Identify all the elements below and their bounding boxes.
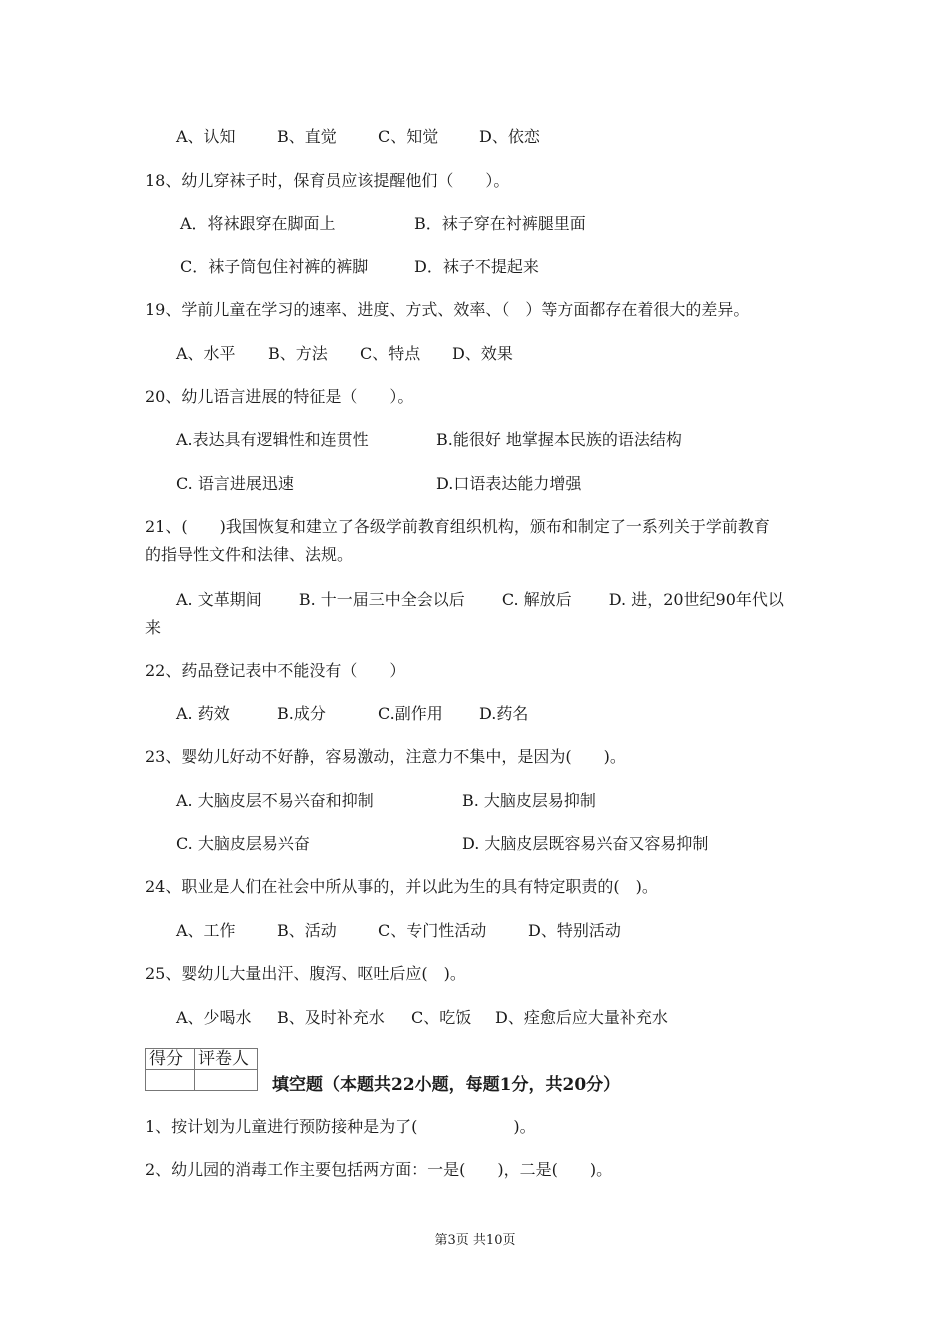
q19-stem: 19、学前儿童在学习的速率、进度、方式、效率、（ ）等方面都存在着很大的差异。 <box>145 300 750 319</box>
page-footer: 第3页 共10页 <box>434 1233 516 1248</box>
q20-stem: 20、幼儿语言进展的特征是（ ）。 <box>145 387 414 406</box>
q24-option-c: C、专门性活动 <box>378 921 487 940</box>
q22-option-c: C.副作用 <box>378 704 443 723</box>
fill-question-1: 1、按计划为儿童进行预防接种是为了( )。 <box>145 1117 536 1136</box>
q20-option-d: D.口语表达能力增强 <box>436 474 582 493</box>
q19-option-d: D、效果 <box>452 344 513 363</box>
q25-option-b: B、及时补充水 <box>277 1008 385 1027</box>
q25-option-c: C、吃饭 <box>411 1008 472 1027</box>
q21-stem-line1: 21、( )我国恢复和建立了各级学前教育组织机构，颁布和制定了一系列关于学前教育 <box>145 517 770 536</box>
grader-cell <box>195 1070 258 1091</box>
q22-option-a: A. 药效 <box>176 704 230 723</box>
q23-option-a: A. 大脑皮层不易兴奋和抑制 <box>176 791 374 810</box>
q22-option-d: D.药名 <box>479 704 529 723</box>
q20-option-a: A.表达具有逻辑性和连贯性 <box>176 430 369 449</box>
q25-stem: 25、婴幼儿大量出汗、腹泻、呕吐后应( )。 <box>145 964 466 983</box>
q17-option-c: C、知觉 <box>378 127 439 146</box>
q25-option-a: A、少喝水 <box>176 1008 252 1027</box>
q17-option-a: A、认知 <box>176 127 236 146</box>
q23-stem: 23、婴幼儿好动不好静，容易激动，注意力不集中，是因为( )。 <box>145 747 626 766</box>
q17-option-b: B、直觉 <box>277 127 337 146</box>
score-label: 得分 <box>146 1049 195 1070</box>
q19-option-a: A、水平 <box>176 344 236 363</box>
q20-option-b: B.能很好 地掌握本民族的语法结构 <box>436 430 682 449</box>
fill-question-2: 2、幼儿园的消毒工作主要包括两方面：一是( )，二是( )。 <box>145 1160 613 1179</box>
q18-option-d: D．袜子不提起来 <box>414 257 539 276</box>
q24-option-b: B、活动 <box>277 921 337 940</box>
q25-option-d: D、痊愈后应大量补充水 <box>495 1008 668 1027</box>
q18-option-c: C．袜子筒包住衬裤的裤脚 <box>180 257 369 276</box>
q18-option-a: A．将袜跟穿在脚面上 <box>180 214 336 233</box>
q23-option-c: C. 大脑皮层易兴奋 <box>176 834 310 853</box>
section-title: 填空题（本题共22小题，每题1分，共20分） <box>272 1075 621 1095</box>
q21-options-line1: A. 文革期间 B. 十一届三中全会以后 C. 解放后 D. 进，20世纪90年代以 <box>176 590 784 609</box>
q24-option-a: A、工作 <box>176 921 236 940</box>
score-cell <box>146 1070 195 1091</box>
score-box <box>145 1048 258 1091</box>
q24-option-d: D、特别活动 <box>528 921 621 940</box>
q20-option-c: C. 语言进展迅速 <box>176 474 294 493</box>
q24-stem: 24、职业是人们在社会中所从事的，并以此为生的具有特定职责的( )。 <box>145 877 658 896</box>
q21-options-line2: 来 <box>145 618 162 637</box>
q22-stem: 22、药品登记表中不能没有（ ） <box>145 661 406 680</box>
q19-option-b: B、方法 <box>268 344 328 363</box>
grader-label: 评卷人 <box>195 1049 258 1070</box>
q21-stem-line2: 的指导性文件和法律、法规。 <box>145 545 354 564</box>
q23-option-d: D. 大脑皮层既容易兴奋又容易抑制 <box>462 834 709 853</box>
q23-option-b: B. 大脑皮层易抑制 <box>462 791 596 810</box>
q22-option-b: B.成分 <box>277 704 326 723</box>
q19-option-c: C、特点 <box>360 344 421 363</box>
q18-option-b: B．袜子穿在衬裤腿里面 <box>414 214 586 233</box>
q17-option-d: D、依恋 <box>479 127 540 146</box>
q18-stem: 18、幼儿穿袜子时，保育员应该提醒他们（ ）。 <box>145 171 510 190</box>
